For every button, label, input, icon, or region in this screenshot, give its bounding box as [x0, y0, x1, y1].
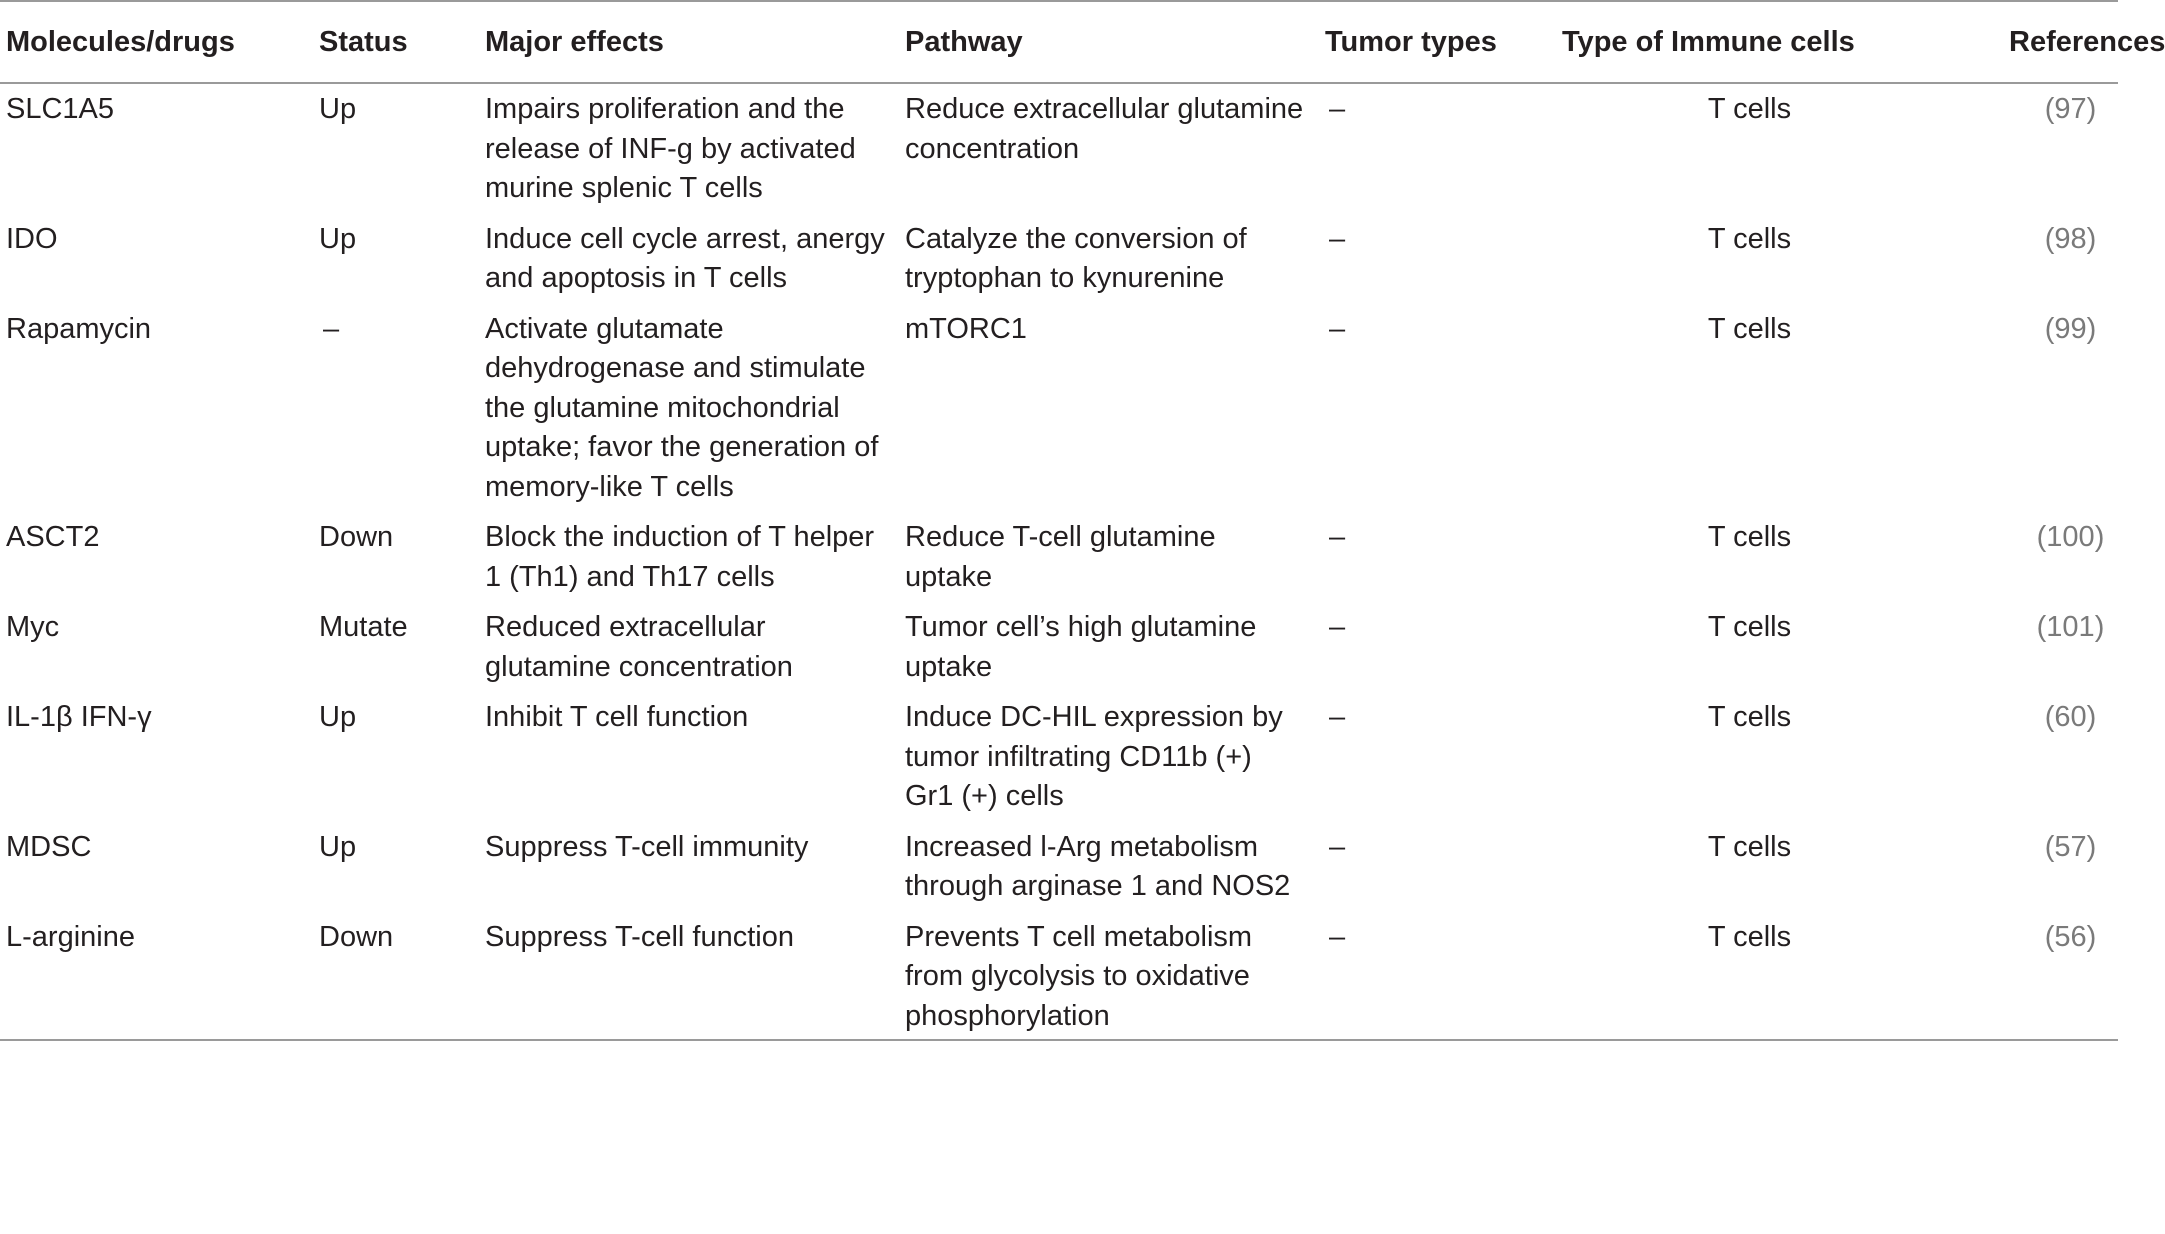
reference-number[interactable]: 97: [2054, 93, 2087, 125]
cell-effects: Activate glutamate dehydrogenase and stimulate the glutamine mitochondrial uptake; favor the generation of memory-like T cells: [485, 312, 879, 503]
cell-molecule: ASCT2: [6, 521, 100, 553]
cell-pathway: Reduce extracellular glutamine concentration: [905, 93, 1304, 165]
cell-reference[interactable]: (97): [2044, 93, 2097, 125]
cell-pathway: Tumor cell’s high glutamine uptake: [905, 611, 1257, 683]
cell-immune: T cells: [1707, 701, 1792, 733]
cell-status: Mutate: [319, 611, 408, 643]
reference-number[interactable]: 57: [2054, 830, 2087, 863]
cell-tumor: –: [1329, 701, 1346, 733]
cell-immune: T cells: [1707, 93, 1792, 125]
cell-status: Up: [319, 222, 357, 255]
cell-tumor: –: [1329, 521, 1346, 553]
cell-tumor: –: [1329, 830, 1346, 863]
cell-immune: T cells: [1707, 521, 1792, 553]
cell-pathway: Reduce T-cell glutamine uptake: [905, 521, 1216, 593]
table-body: [0, 83, 2118, 1040]
cell-reference[interactable]: (101): [2036, 611, 2105, 643]
cell-reference[interactable]: (57): [2044, 830, 2097, 863]
cell-molecule: IL-1β IFN-γ: [6, 701, 152, 733]
cell-reference[interactable]: (99): [2044, 312, 2097, 345]
cell-molecule: Myc: [6, 611, 60, 643]
cell-tumor: –: [1329, 222, 1346, 255]
cell-immune: T cells: [1707, 920, 1792, 953]
header-major-effects: Major effects: [485, 25, 664, 58]
cell-effects: Suppress T-cell immunity: [485, 830, 809, 863]
cell-status: Down: [319, 521, 394, 553]
cell-effects: Block the induction of T helper 1 (Th1) and Th17 cells: [485, 521, 875, 593]
cell-molecule: L-arginine: [6, 920, 135, 953]
cell-effects: Reduced extracellular glutamine concentration: [485, 611, 793, 683]
reference-number[interactable]: 56: [2054, 920, 2087, 953]
cell-immune: T cells: [1707, 312, 1792, 345]
header-immune-cells: Type of Immune cells: [1562, 25, 1855, 58]
reference-number[interactable]: 101: [2046, 611, 2095, 643]
cell-molecule: SLC1A5: [6, 93, 115, 125]
table-row: [0, 600, 2118, 690]
cell-tumor: –: [1329, 611, 1346, 643]
reference-number[interactable]: 99: [2054, 312, 2087, 345]
cell-reference[interactable]: (100): [2036, 521, 2105, 553]
cell-pathway: mTORC1: [905, 312, 1027, 345]
cell-reference[interactable]: (60): [2044, 701, 2097, 733]
cell-pathway: Catalyze the conversion of tryptophan to kynurenine: [905, 222, 1247, 294]
table-header: [0, 1, 2165, 83]
cell-pathway: Increased l-Arg metabolism through arginase 1 and NOS2: [905, 830, 1291, 902]
table-row: [0, 690, 2118, 820]
reference-number[interactable]: 100: [2046, 521, 2095, 553]
cell-tumor: –: [1329, 93, 1346, 125]
cell-effects: Induce cell cycle arrest, anergy and apoptosis in T cells: [485, 222, 885, 294]
cell-status: Down: [319, 920, 394, 953]
cell-immune: T cells: [1707, 830, 1792, 863]
header-references: References: [2009, 25, 2165, 58]
reference-number[interactable]: 60: [2054, 701, 2087, 733]
header-status: Status: [319, 25, 408, 58]
cell-pathway: Prevents T cell metabolism from glycolysis to oxidative phosphorylation: [905, 920, 1253, 1032]
cell-tumor: –: [1329, 312, 1346, 345]
cell-molecule: MDSC: [6, 830, 92, 863]
cell-immune: T cells: [1707, 222, 1792, 255]
table-row: [0, 510, 2118, 600]
cell-effects: Inhibit T cell function: [485, 701, 749, 733]
cell-reference[interactable]: (56): [2044, 920, 2097, 953]
header-row: [0, 1, 2118, 83]
header-molecules: Molecules/drugs: [6, 25, 235, 58]
cell-effects: Impairs proliferation and the release of INF-g by activated murine splenic T cells: [485, 93, 856, 204]
table-row: [0, 820, 2118, 910]
header-pathway: Pathway: [905, 25, 1023, 58]
cell-status: Up: [319, 701, 357, 733]
cell-status: Up: [319, 93, 357, 125]
header-tumor-types: Tumor types: [1325, 25, 1497, 58]
cell-immune: T cells: [1707, 611, 1792, 643]
cell-reference[interactable]: (98): [2044, 222, 2097, 255]
cell-status: Up: [319, 830, 357, 863]
cell-tumor: –: [1329, 920, 1346, 953]
table-row: [0, 212, 2118, 302]
table-row: [0, 910, 2118, 1041]
cell-molecule: IDO: [6, 222, 58, 255]
cell-status: –: [323, 312, 340, 345]
cell-pathway: Induce DC-HIL expression by tumor infiltrating CD11b (+) Gr1 (+) cells: [905, 701, 1283, 812]
cell-molecule: Rapamycin: [6, 312, 152, 345]
cell-effects: Suppress T-cell function: [485, 920, 794, 953]
table-row: [0, 83, 2118, 212]
table-row: [0, 302, 2118, 511]
reference-number[interactable]: 98: [2054, 222, 2087, 255]
